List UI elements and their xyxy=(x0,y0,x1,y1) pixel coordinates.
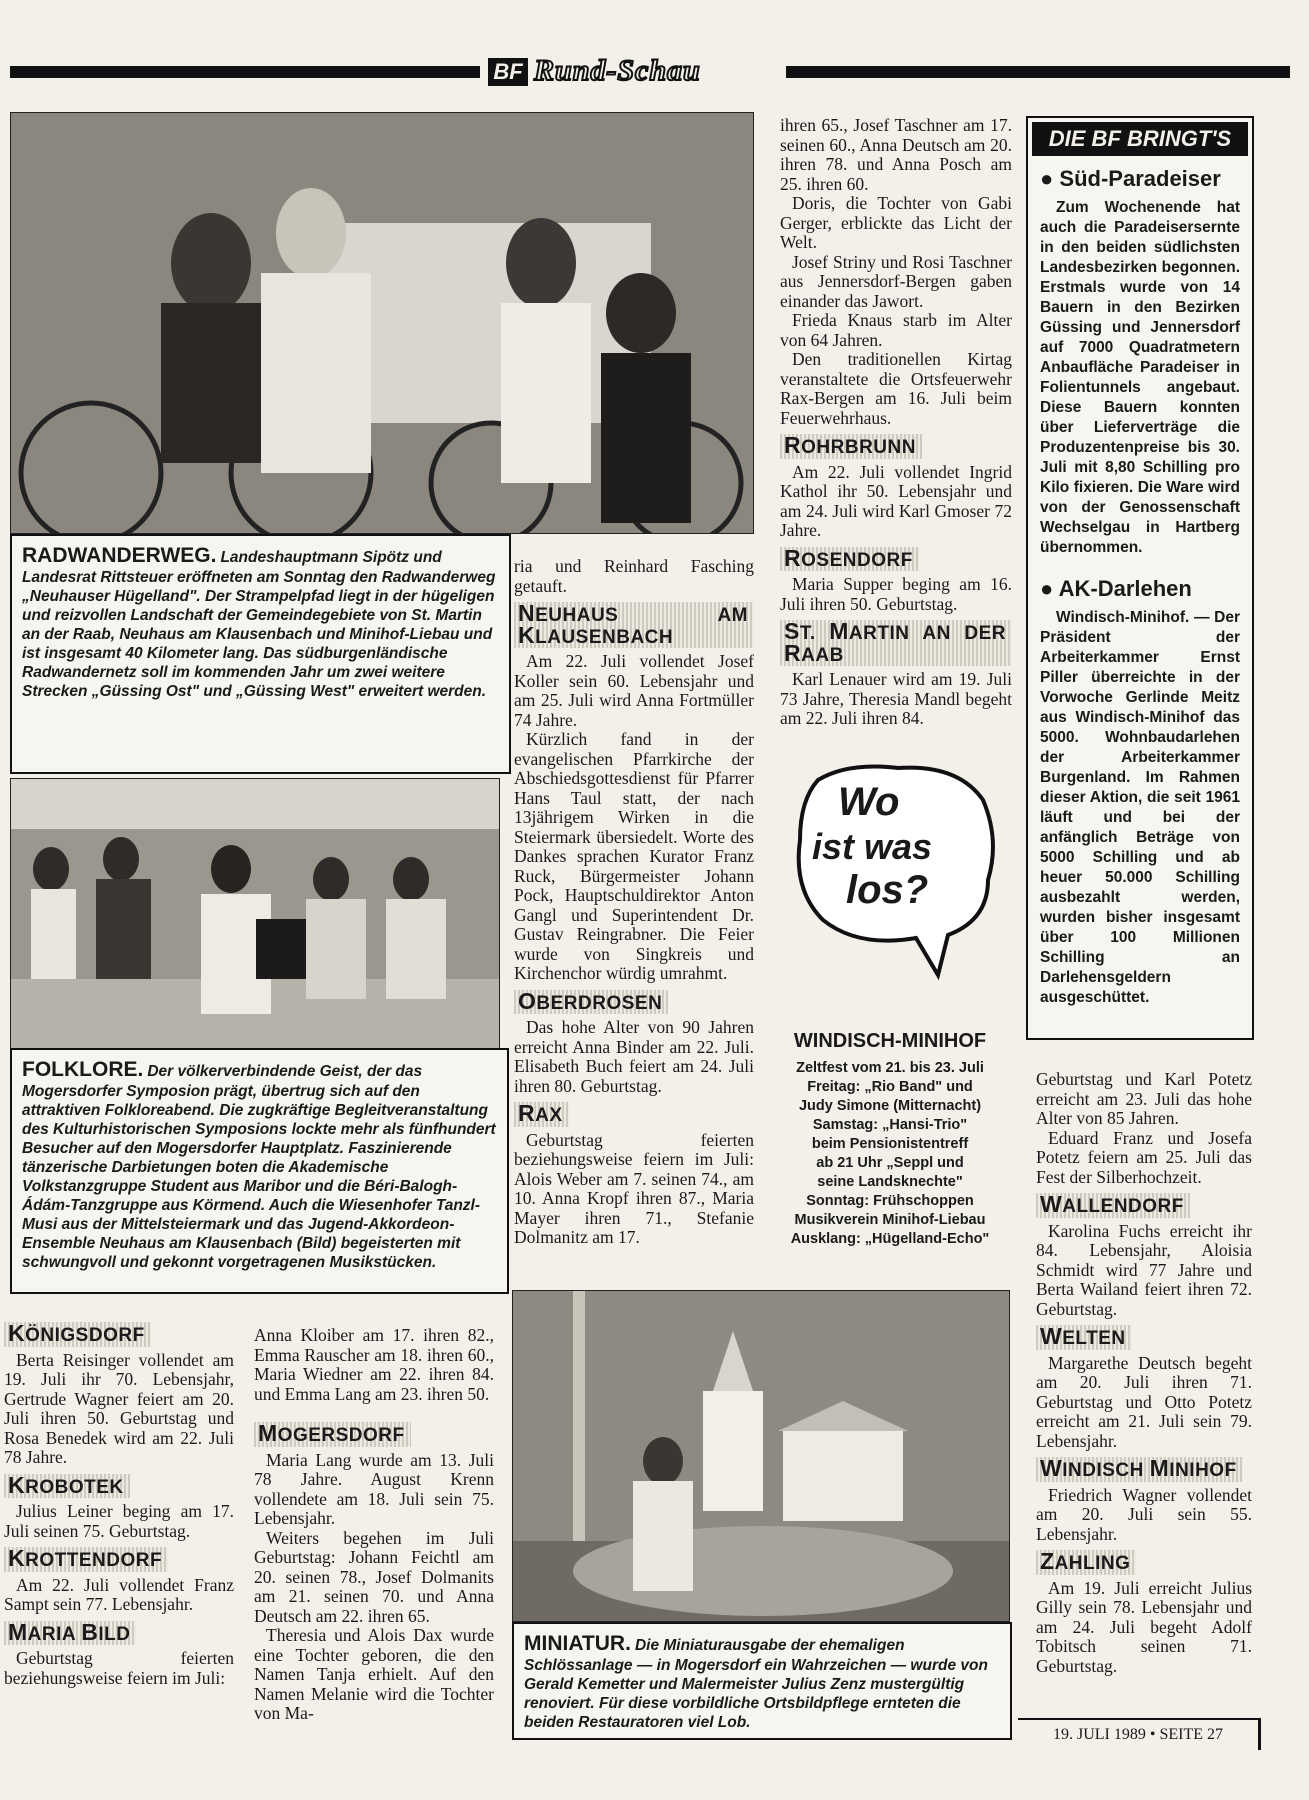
neuhaus-para-1: Am 22. Juli vollendet Josef Koller sein 60. Lebensjahr und am 25. Juli wird Anna Fortmüller 74 Jahre. xyxy=(514,651,754,730)
masthead-logo: BF xyxy=(488,58,528,86)
mogersdorf-para-3: Theresia und Alois Dax wurde eine Tochter geboren, die den Namen Tanja erhielt. Auf den Namen Melanie wird die Tochter von Ma- xyxy=(254,1625,494,1723)
heading-oberdrosen: OBERDROSEN xyxy=(514,990,668,1015)
masthead-section-title: Rund-Schau xyxy=(534,54,701,87)
photo-miniatur xyxy=(512,1290,1010,1622)
bubble-line-1: Wo xyxy=(838,780,900,824)
sidebar-item2-text: Windisch-Minihof. — Der Präsident der Arbeiterkammer Ernst Piller überreichte in der Vorwoche Gerlinde Meitz aus Windisch-Minihof das 5000. Wohnbaudarlehen der Arbeiterkammer Burgenland. Im Rahmen dieser Aktion, die seit 1961 läuft und bei der anfänglich Beträge von 5000 Schilling und ab heuer 50.000 Schilling ausbezahlt werden, wurden bisher insgesamt über 100 Millionen Schilling an Darlehensgeldern ausgeschüttet. xyxy=(1040,609,1240,1006)
heading-koenigsdorf: KÖNIGSDORF xyxy=(4,1322,151,1347)
event-line: ab 21 Uhr „Seppl und xyxy=(816,1155,964,1171)
column-mid xyxy=(780,116,1012,729)
heading-welten: WELTEN xyxy=(1036,1325,1132,1350)
sidebar-item1-text: Zum Wochenende hat auch die Paradeisersernte in den beiden südlichsten Landesbezirken begonnen. Erstmals wurde von 14 Bauern in den Bezirken Güssing und Jennersdorf auf 7000 Quadratmetern Anbaufläche Paradeiser in Folientunnels angebaut. Diese Bauern konnten über Lieferverträge die Produzentenpreise bis 30. Juli mit 8,80 Schilling pro Kilo fixieren. Die Ware wird von der Genossenschaft Wechselgau in Hartberg übernommen. xyxy=(1040,199,1240,556)
rohrbrunn-text: Am 22. Juli vollendet Ingrid Kathol ihr 50. Lebensjahr und am 24. Juli wird Karl Gmoser 72 Jahre. xyxy=(780,461,1012,540)
rax-text: Geburtstag feierten beziehungsweise feiern im Juli: Alois Weber am 7. seinen 74., am 10. Anna Kropf ihren 87., Maria Mayer ihren 71., Stefanie Dolmanitz am 17. xyxy=(514,1129,754,1247)
bullet-icon: ● xyxy=(1040,576,1054,601)
heading-rosendorf: ROSENDORF xyxy=(780,547,919,572)
footer-separator: • xyxy=(1149,1726,1156,1743)
mogersdorf-para-1: Maria Lang wurde am 13. Juli 78 Jahre. August Krenn vollendete am 18. Juli sein 75. Lebensjahr. xyxy=(254,1449,494,1528)
oberdrosen-text: Das hohe Alter von 90 Jahren erreicht Anna Binder am 22. Juli. Elisabeth Buch feiert am 24. Juli ihren 80. Geburtstag. xyxy=(514,1017,754,1096)
column-c-continuation: ria und Reinhard Fasching getauft. xyxy=(514,556,754,596)
caption-radwanderweg-lead: RADWANDERWEG. xyxy=(22,544,217,567)
event-line: Ausklang: „Hügelland-Echo" xyxy=(790,1231,990,1247)
event-line: Musikverein Minihof-Liebau xyxy=(794,1212,986,1228)
heading-krobotek: KROBOTEK xyxy=(4,1474,130,1499)
caption-folklore-body: Der völkerverbindende Geist, der das Mogersdorfer Symposion prägt, übertrug sich auf den attraktiven Folkloreabend. Die zugkräftige Begleitveranstaltung des Kulturhistorischen Symposions lockte mehr als fünfhundert Besucher auf den Mogersdorfer Hauptplatz. Faszinierende tänzerische Darbietungen boten die Akademische Volkstanzgruppe Student aus Maribor und die Béri-Balogh-Ádám-Tanzgruppe aus Körmend. Auch die Wiesenhofer Tanzl-Musi aus der Mittelsteiermark und das Jugend-Akkordeon-Ensemble Neuhaus am Klausenbach (Bild) begeisterten mit schwungvoll und gekonnt vorgetragenen Musikstücken. xyxy=(22,1063,496,1271)
photo-radwanderweg xyxy=(10,112,754,534)
event-line: Sonntag: Frühschoppen xyxy=(806,1193,974,1209)
event-line: seine Landsknechte" xyxy=(817,1174,963,1190)
event-line: Freitag: „Rio Band" und xyxy=(807,1079,973,1095)
masthead-rule-left xyxy=(10,66,480,78)
sidebar-item1-title: ● Süd-Paradeiser xyxy=(1040,166,1221,191)
column-left-1 xyxy=(4,1322,234,1688)
krottendorf-text: Am 22. Juli vollendet Franz Sampt sein 77. Lebensjahr. xyxy=(4,1574,234,1614)
mid-para-3: Josef Striny und Rosi Taschner aus Jennersdorf-Bergen gaben einander das Jawort. xyxy=(780,251,1012,311)
welten-text: Margarethe Deutsch begeht am 20. Juli ihren 71. Geburtstag und Otto Potetz erreicht am 21. Juli sein 79. Lebensjahr. xyxy=(1036,1352,1252,1451)
caption-miniatur-lead: MINIATUR. xyxy=(524,1632,631,1655)
heading-windisch-minihof: WINDISCH MINIHOF xyxy=(1036,1457,1243,1482)
photo-miniatur-illustration xyxy=(513,1291,1009,1621)
heading-neuhaus: NEUHAUS AM KLAUSENBACH xyxy=(514,602,754,648)
koenigsdorf-text: Berta Reisinger vollendet am 19. Juli ihr 70. Lebensjahr, Gertrude Wagner feiert am 20. Juli ihren 50. Geburtstag und Rosa Benedek wird am 22. Juli 78 Jahre. xyxy=(4,1349,234,1467)
footer-date: 19. JULI 1989 xyxy=(1052,1726,1146,1743)
heading-rax: RAX xyxy=(514,1102,569,1127)
neuhaus-para-2: Kürzlich fand in der evangelischen Pfarrkirche der Abschiedsgottesdienst für Pfarrer Hans Taul statt, der nach 13jährigem Wirken in die Steiermark übersiedelt. Worte des Dankes sprachen Kurator Franz Ruck, Bürgermeister Johann Pock, Hauptschuldirektor Anton Gangl und Superintendent Dr. Gustav Reingrabner. Die Feier wurde von Singkreis und Kirchenchor würdig umrahmt. xyxy=(514,729,754,983)
photo-folklore-illustration xyxy=(11,779,499,1049)
photo-folklore xyxy=(10,778,500,1050)
event-line: beim Pensionistentreff xyxy=(811,1136,969,1152)
rosendorf-text: Maria Supper beging am 16. Juli ihren 50. Geburtstag. xyxy=(780,574,1012,614)
mid-para-4: Frieda Knaus starb im Alter von 64 Jahren. xyxy=(780,310,1012,350)
caption-radwanderweg xyxy=(10,534,511,774)
footer-page: SEITE 27 xyxy=(1159,1726,1224,1743)
bullet-icon: ● xyxy=(1040,166,1054,191)
heading-wallendorf: WALLENDORF xyxy=(1036,1193,1190,1218)
event-title: WINDISCH-MINIHOF xyxy=(793,1030,987,1052)
sidebar-header: DIE BF BRINGT'S xyxy=(1032,122,1248,156)
heading-maria-bild: MARIA BILD xyxy=(4,1621,136,1646)
mid-para-2: Doris, die Tochter von Gabi Gerger, erblickte das Licht der Welt. xyxy=(780,193,1012,252)
caption-miniatur-body: Die Miniaturausgabe der ehemaligen Schlössanlage — in Mogersdorf ein Wahrzeichen — wurde von Gerald Kemetter und Malermeister Julius Zenz mustergültig renoviert. Für diese vorbildliche Ortsbildpflege ernteten die beiden Restauratoren viel Lob. xyxy=(524,1637,988,1731)
wallendorf-text: Karolina Fuchs erreicht ihr 84. Lebensjahr, Aloisia Schmidt wird 77 Jahre und Berta Wailand feiert ihren 72. Geburtstag. xyxy=(1036,1220,1252,1319)
caption-folklore xyxy=(10,1048,509,1294)
bubble-line-2: ist was xyxy=(812,826,933,867)
mogersdorf-para-2: Weiters begehen im Juli Geburtstag: Johann Feichtl am 20. seinen 78., Josef Dolmanits am 21. seinen 70. und Anna Deutsch am 22. ihren 65. xyxy=(254,1527,494,1626)
sidebar-box xyxy=(1026,116,1254,1040)
stmartin-text: Karl Lenauer wird am 19. Juli 73 Jahre, Theresia Mandl begeht am 22. Juli ihren 84. xyxy=(780,669,1012,728)
heading-rohrbrunn: ROHRBRUNN xyxy=(780,434,922,459)
caption-radwanderweg-body: Landeshauptmann Sipötz und Landesrat Rittsteuer eröffneten am Sonntag den Radwanderweg „Neuhauser Hügelland". Der Strampelpfad liegt in der hügeligen und reizvollen Landschaft der Gemeindegebiete von St. Martin an der Raab, Neuhaus am Klausenbach und Minihof-Liebau und ist insgesamt 40 Kilometer lang. Das südburgenländische Radwandernetz soll im kommenden Jahr um zwei weitere Strecken „Güssing Ost" und „Güssing West" erweitert werden. xyxy=(22,549,496,700)
column-c xyxy=(514,557,754,1248)
mariabild-text: Geburtstag feierten beziehungsweise feiern im Juli: xyxy=(4,1648,234,1688)
right-para-2: Eduard Franz und Josefa Potetz feiern am 25. Juli das Fest der Silberhochzeit. xyxy=(1036,1127,1252,1187)
heading-zahling: ZAHLING xyxy=(1036,1550,1136,1575)
windisch-text: Friedrich Wagner vollendet am 20. Juli sein 55. Lebensjahr. xyxy=(1036,1484,1252,1544)
event-line: Samstag: „Hansi-Trio" xyxy=(812,1117,968,1133)
event-line: Judy Simone (Mitternacht) xyxy=(798,1098,982,1114)
mid-para-5: Den traditionellen Kirtag veranstaltete die Ortsfeuerwehr Rax-Bergen am 16. Juli beim Feuerwehrhaus. xyxy=(780,349,1012,428)
masthead-rule-right xyxy=(786,66,1290,78)
page-footer xyxy=(1018,1718,1261,1750)
column-right xyxy=(1036,1070,1252,1676)
right-para-1: Geburtstag und Karl Potetz erreicht am 23. Juli das hohe Alter von 85 Jahren. xyxy=(1036,1069,1252,1128)
column-left-2 xyxy=(254,1326,494,1724)
event-line: Zeltfest vom 21. bis 23. Juli xyxy=(796,1060,984,1076)
masthead xyxy=(10,54,1290,88)
krobotek-text: Julius Leiner beging am 17. Juli seinen 75. Geburtstag. xyxy=(4,1501,234,1541)
mid-para-1: ihren 65., Josef Taschner am 17. seinen 60., Anna Deutsch am 20. ihren 78. und Anna Posch am 25. ihren 60. xyxy=(780,115,1012,194)
zahling-text: Am 19. Juli erreicht Julius Gilly sein 78. Lebensjahr und am 24. Juli begeht Adolf Tobitsch seinen 71. Geburtstag. xyxy=(1036,1577,1252,1676)
heading-krottendorf: KROTTENDORF xyxy=(4,1547,168,1572)
caption-miniatur xyxy=(512,1622,1012,1740)
heading-mogersdorf: MOGERSDORF xyxy=(254,1422,411,1447)
heading-stmartin: ST. MARTIN AN DER RAAB xyxy=(780,620,1012,666)
photo-radwanderweg-illustration xyxy=(11,113,753,533)
sidebar-item2-title: ● AK-Darlehen xyxy=(1040,576,1192,601)
caption-folklore-lead: FOLKLORE. xyxy=(22,1058,144,1081)
left2-continuation: Anna Kloiber am 17. ihren 82., Emma Rauscher am 18. ihren 60., Maria Wiedner am 22. ihren 84. und Emma Lang am 23. ihren 50. xyxy=(254,1325,494,1404)
speech-bubble xyxy=(788,760,1002,992)
event-box xyxy=(770,1030,1010,1249)
bubble-line-3: los? xyxy=(846,868,929,912)
